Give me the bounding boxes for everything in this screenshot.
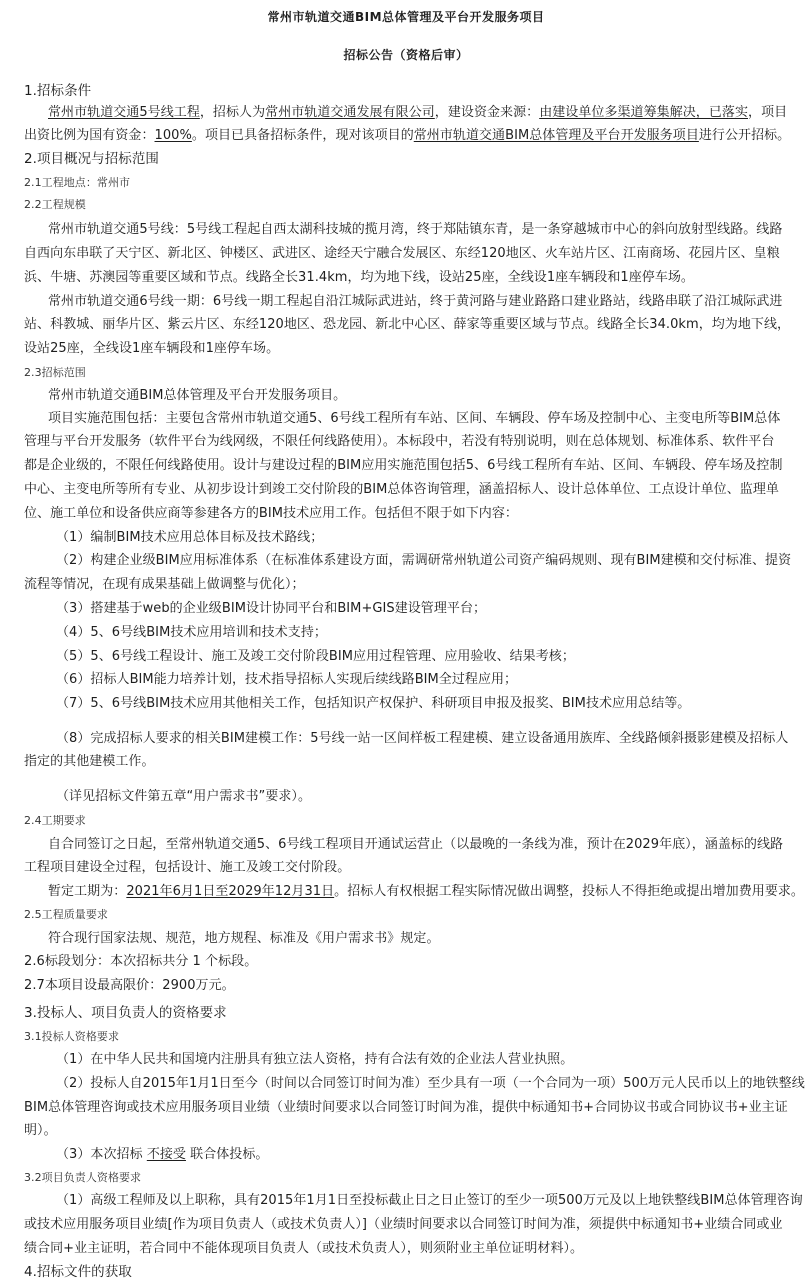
not-accepted-underlined: 不接受 (146, 1147, 186, 1162)
scope-list-item: （6）招标人BIM能力培养计划，技术指导招标人实现后续线路BIM全过程应用； (56, 672, 518, 687)
text-run: ，项目 (748, 105, 788, 120)
text-run: 进行公开招标。 (698, 128, 791, 143)
document-subtitle: 招标公告（资格后审） (343, 48, 469, 62)
scope-list-item: （1）编制BIM技术应用总体目标及技术路线； (56, 530, 324, 545)
scope-project-name: 常州市轨道交通BIM总体管理及平台开发服务项目。 (48, 388, 347, 403)
section-2-7-price-cap: 2.7本项目设最高限价：2900万元。 (24, 978, 235, 993)
line5-description-line: 常州市轨道交通5号线：5号线工程起自西太湖科技城的揽月湾，终于郑陆镇东青，是一条穿越城市中心的斜向放射型线路。线路 (48, 222, 783, 237)
bidder-requirement-item: （1）在中华人民共和国境内注册具有独立法人资格，持有合法有效的企业法人营业执照。 (56, 1052, 574, 1067)
text-run: 联合体投标。 (185, 1147, 269, 1162)
scope-paragraph-line: 管理与平台开发服务（软件平台为线网级，不限任何线路使用）。本标段中，若没有特别说明，则在总体规划、标准体系、软件平台 (24, 434, 775, 449)
schedule-paragraph-line: 自合同签订之日起，至常州轨道交通5、6号线工程项目开通试运营止（以最晚的一条线为准，预计在2029年底），涵盖标的线路 (48, 837, 784, 852)
project-title-underlined: 常州市轨道交通BIM总体管理及平台开发服务项目 (413, 128, 699, 143)
scope-list-item-continuation: 指定的其他建模工作。 (24, 754, 155, 769)
scope-list-item: （5）5、6号线工程设计、施工及竣工交付阶段BIM应用过程管理、应用验收、结果考核； (56, 649, 575, 664)
scope-list-item: （3）搭建基于web的企业级BIM设计协同平台和BIM+GIS建设管理平台； (56, 601, 487, 616)
document-title: 常州市轨道交通BIM总体管理及平台开发服务项目 (267, 10, 545, 24)
scope-list-item: （8）完成招标人要求的相关BIM建模工作：5号线一站一区间样板工程建模、建立设备通用族库、全线路倾斜摄影建模及招标人 (56, 731, 789, 746)
scope-list-item: （2）构建企业级BIM应用标准体系（在标准体系建设方面，需调研常州轨道公司资产编码规则、现有BIM建模和交付标准、提资 (56, 553, 792, 568)
section-2-5-heading: 2.5工程质量要求 (24, 908, 108, 921)
scope-paragraph-line: 项目实施范围包括：主要包含常州市轨道交通5、6号线工程所有车站、区间、车辆段、停车场及控制中心、主变电所等BIM总体 (48, 411, 781, 426)
tentative-period-line (48, 883, 804, 901)
scope-list-item: （4）5、6号线BIM技术应用培训和技术支持； (56, 625, 327, 640)
text-run: 出资比例为国有资金： (24, 128, 155, 143)
scope-paragraph-line: 位、施工单位和设备供应商等参建各方的BIM技术应用工作。包括但不限于如下内容： (24, 506, 518, 521)
section-2-1-location: 2.1工程地点：常州市 (24, 176, 131, 189)
section-3-1-heading: 3.1投标人资格要求 (24, 1030, 119, 1043)
text-run: （3）本次招标 (56, 1147, 147, 1162)
see-reference-note: （详见招标文件第五章“用户需求书”要求）。 (56, 789, 312, 804)
line5-description-line: 自西向东串联了天宁区、新北区、钟楼区、武进区、途经天宁融合发展区、东经120地区、火车站片区、江南商场、花园片区、皇粮 (24, 246, 780, 261)
text-run: 。招标人有权根据工程实际情况做出调整，投标人不得拒绝或提出增加费用要求。 (334, 884, 804, 899)
tenderer-name-underlined: 常州市轨道交通发展有限公司 (265, 105, 435, 120)
bidder-requirement-continuation: 明）。 (24, 1123, 57, 1138)
scope-paragraph-line: 都是企业级的，不限任何线路使用。设计与建设过程的BIM应用实施范围包括5、6号线工程所有车站、区间、车辆段、停车场及控制 (24, 458, 783, 473)
section-2-heading: 2.项目概况与招标范围 (24, 151, 159, 167)
scope-list-item-continuation: 流程等情况，在现有成果基础上做调整与优化）； (24, 577, 305, 592)
project-name-underlined: 常州市轨道交通5号线工程 (48, 105, 200, 120)
manager-requirement-item: （1）高级工程师及以上职称，具有2015年1月1日至投标截止日之日止签订的至少一项500万元及以上地铁整线BIM总体管理咨询 (56, 1193, 803, 1208)
section-2-3-heading: 2.3招标范围 (24, 366, 86, 379)
bidder-requirement-item: （2）投标人自2015年1月1日至今（时间以合同签订时间为准）至少具有一项（一个合同为一项）500万元人民币以上的地铁整线 (56, 1076, 805, 1091)
tentative-dates-underlined: 2021年6月1日至2029年12月31日 (126, 884, 335, 899)
manager-requirement-continuation: 绩合同+业主证明，若合同中不能体现项目负责人（或技术负责人），则须附业主单位证明材料）。 (24, 1241, 584, 1256)
text-run: ，招标人为 (199, 105, 266, 120)
consortium-requirement (56, 1146, 268, 1164)
line6-description-line: 常州市轨道交通6号线一期：6号线一期工程起自沿江城际武进站，终于黄河路与建业路路口建业路站，线路串联了沿江城际武进 (48, 294, 783, 309)
text-run: ，建设资金来源： (434, 105, 540, 120)
text-run: 暂定工期为： (48, 884, 127, 899)
section-4-heading: 4.招标文件的获取 (24, 1264, 132, 1280)
schedule-paragraph-line: 工程项目建设全过程，包括设计、施工及竣工交付阶段。 (24, 860, 351, 875)
section-1-paragraph-line-1 (48, 104, 787, 122)
state-fund-ratio-underlined: 100% (154, 128, 192, 143)
text-run: 。项目已具备招标条件，现对该项目的 (191, 128, 414, 143)
line5-description-line: 浜、牛塘、苏澳园等重要区域和节点。线路全长31.4km，均为地下线，设站25座，全线设1座车辆段和1座停车场。 (24, 270, 694, 285)
section-3-2-heading: 3.2项目负责人资格要求 (24, 1171, 142, 1184)
line6-description-line: 设站25座，全线设1座车辆段和1座停车场。 (24, 341, 280, 356)
section-2-6-lots: 2.6标段划分：本次招标共分 1 个标段。 (24, 954, 258, 969)
section-1-heading: 1.招标条件 (24, 83, 92, 99)
section-1-paragraph-line-2 (24, 127, 790, 145)
section-2-2-heading: 2.2工程规模 (24, 198, 86, 211)
bidder-requirement-continuation: BIM总体管理咨询或技术应用服务项目业绩（业绩时间要求以合同签订时间为准，提供中标通知书+合同协议书或合同协议书+业主证 (24, 1100, 788, 1115)
section-3-heading: 3.投标人、项目负责人的资格要求 (24, 1005, 227, 1021)
funding-source-underlined: 由建设单位多渠道筹集解决，已落实 (539, 105, 749, 120)
scope-list-item: （7）5、6号线BIM技术应用其他相关工作，包括知识产权保护、科研项目申报及报奖、BIM技术应用总结等。 (56, 696, 691, 711)
section-2-4-heading: 2.4工期要求 (24, 814, 86, 827)
scope-paragraph-line: 中心、主变电所等所有专业、从初步设计到竣工交付阶段的BIM总体咨询管理，涵盖招标人、设计总体单位、工点设计单位、监理单 (24, 482, 779, 497)
line6-description-line: 站、科教城、丽华片区、紫云片区、东经120地区、恐龙园、新北中心区、薛家等重要区域与节点。线路全长34.0km，均为地下线， (24, 317, 791, 332)
quality-requirement: 符合现行国家法规、规范，地方规程、标准及《用户需求书》规定。 (48, 931, 440, 946)
manager-requirement-continuation: 或技术应用服务项目业绩[作为项目负责人（或技术负责人）]（业绩时间要求以合同签订时间为准，须提供中标通知书+业绩合同或业 (24, 1217, 783, 1232)
